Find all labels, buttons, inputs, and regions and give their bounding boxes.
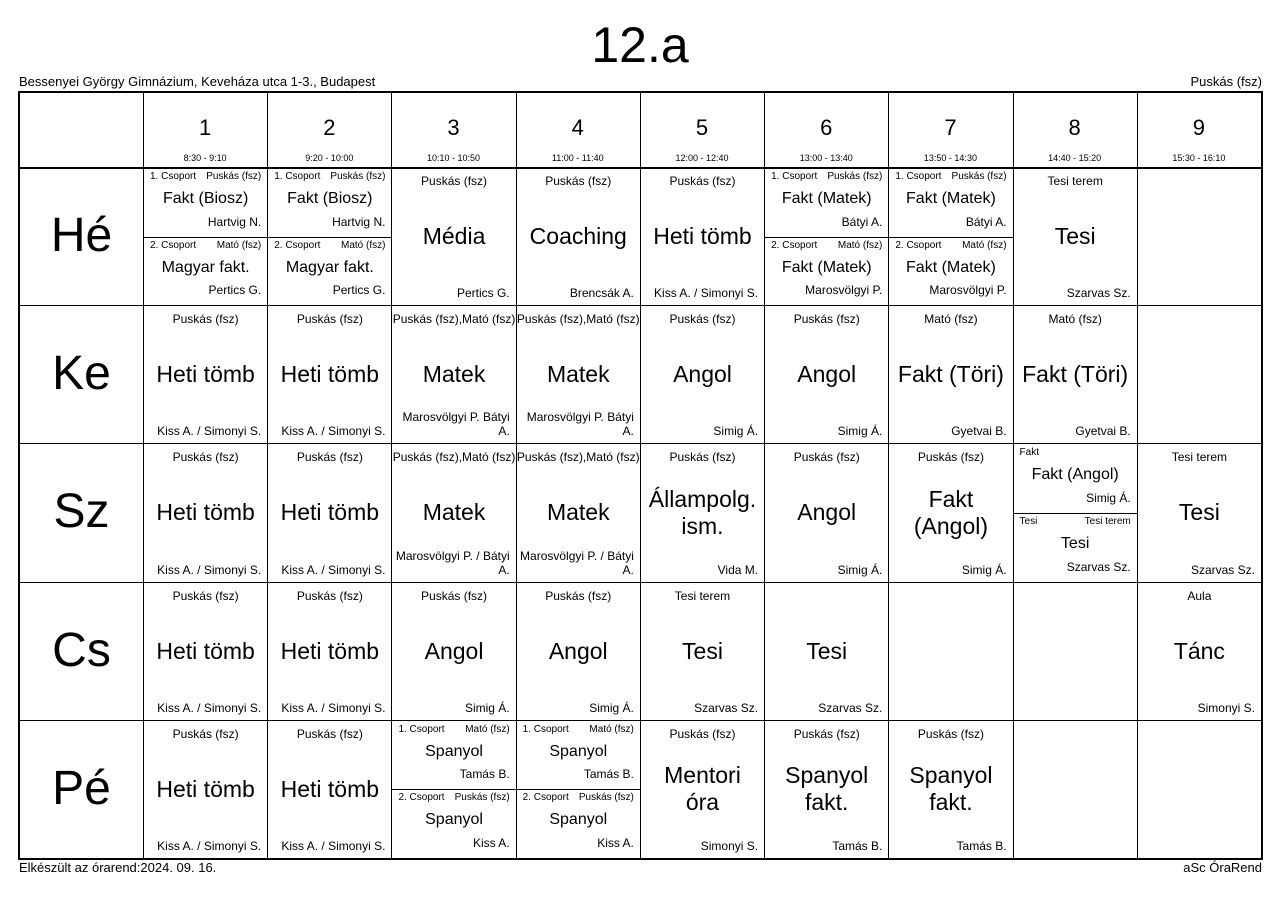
group-label: 2. Csoport xyxy=(895,239,942,251)
subject-label: Fakt (Matek) xyxy=(906,189,996,207)
lesson-cell[interactable] xyxy=(144,444,267,581)
lesson-cell[interactable] xyxy=(1138,583,1261,720)
lesson-cell[interactable] xyxy=(641,444,764,581)
timetable-grid xyxy=(18,91,1263,860)
room-label: Mató (fsz) xyxy=(216,239,262,251)
subject-label: Magyar fakt. xyxy=(161,258,250,276)
lesson-cell[interactable] xyxy=(1014,583,1137,720)
group-lesson[interactable] xyxy=(889,237,1012,306)
room-label: Aula xyxy=(1187,588,1212,603)
subject-label: Tesi xyxy=(1054,223,1096,250)
lesson-cell[interactable] xyxy=(144,168,267,305)
room-label: Tesi terem xyxy=(1047,174,1103,188)
room-label: Mató (fsz) xyxy=(962,239,1007,251)
subject-label: Mentori óra xyxy=(664,762,741,816)
period-time: 13:50 - 14:30 xyxy=(923,153,977,163)
lesson-cell[interactable] xyxy=(641,721,764,858)
lesson-cell[interactable] xyxy=(889,444,1012,581)
teacher-label: Marosvölgyi P. xyxy=(929,283,1007,298)
group-lesson[interactable] xyxy=(517,721,640,790)
lesson-cell[interactable] xyxy=(392,444,515,581)
subject-label: Angol xyxy=(548,637,608,664)
room-label: Puskás (fsz) xyxy=(669,174,736,188)
room-label: Mató (fsz) xyxy=(465,723,510,735)
group-label: 1. Csoport xyxy=(274,171,321,182)
group-label: 1. Csoport xyxy=(398,723,445,735)
room-label: Puskás (fsz) xyxy=(669,450,736,465)
teacher-label: Marosvölgyi P. / Bátyi A. xyxy=(395,548,510,577)
generated-date: Elkészült az órarend:2024. 09. 16. xyxy=(19,860,217,875)
subject-label: Fakt (Matek) xyxy=(781,258,872,276)
lesson-cell[interactable] xyxy=(517,721,640,858)
teacher-label: Kiss A. xyxy=(597,836,634,851)
lesson-cell[interactable] xyxy=(1014,721,1137,858)
room-label: Puskás (fsz),Mató (fsz) xyxy=(392,450,516,465)
lesson-cell[interactable] xyxy=(1138,306,1261,443)
teacher-label: Kiss A. / Simonyi S. xyxy=(281,424,386,439)
subject-label: Tesi xyxy=(1060,534,1090,552)
subject-label: Tesi xyxy=(806,637,848,664)
subject-label: Fakt (Töri) xyxy=(1022,361,1129,388)
teacher-label: Brencsák A. xyxy=(569,286,634,301)
lesson-cell[interactable] xyxy=(268,721,391,858)
day-label: Cs xyxy=(52,623,111,677)
subject-label: Fakt (Biosz) xyxy=(162,189,249,207)
period-time: 12:00 - 12:40 xyxy=(675,153,729,163)
subject-label: Spanyol xyxy=(425,811,483,829)
room-label: Puskás (fsz) xyxy=(172,312,239,327)
room-label: Puskás (fsz) xyxy=(296,726,363,741)
room-label: Puskás (fsz) xyxy=(793,312,860,327)
room-label: Puskás (fsz) xyxy=(669,312,736,327)
timetable-title: 12.a xyxy=(591,17,689,73)
group-label: 1. Csoport xyxy=(150,171,197,182)
subject-label: Heti tömb xyxy=(280,361,380,388)
room-label: Mató (fsz) xyxy=(1048,312,1102,327)
period-number: 1 xyxy=(198,115,212,140)
group-divider xyxy=(268,237,391,238)
group-divider xyxy=(1014,513,1137,514)
subject-label: Angol xyxy=(797,499,857,526)
subject-label: Spanyol xyxy=(549,742,608,760)
subject-label: Heti tömb xyxy=(280,775,380,802)
teacher-label: Simig Á. xyxy=(837,562,883,577)
room-label: Puskás (fsz) xyxy=(793,450,860,465)
lesson-cell[interactable] xyxy=(765,306,888,443)
subject-label: Tesi xyxy=(682,637,723,664)
period-time: 14:40 - 15:20 xyxy=(1048,153,1102,163)
group-lesson[interactable] xyxy=(1014,444,1137,513)
teacher-label: Szarvas Sz. xyxy=(818,700,883,715)
lesson-cell[interactable] xyxy=(765,583,888,720)
teacher-label: Hartvig N. xyxy=(207,214,262,229)
subject-label: Fakt (Matek) xyxy=(781,189,872,207)
teacher-label: Tamás B. xyxy=(832,838,883,853)
room-label: Puskás (fsz) xyxy=(421,588,488,603)
period-time: 15:30 - 16:10 xyxy=(1172,153,1226,163)
lesson-cell[interactable] xyxy=(1014,168,1137,305)
teacher-label: Marosvölgyi P. / Bátyi A. xyxy=(520,548,634,577)
period-number: 2 xyxy=(323,115,336,140)
teacher-label: Simig Á. xyxy=(464,700,510,715)
room-label: Mató (fsz) xyxy=(837,239,883,251)
room-label: Puskás (fsz) xyxy=(296,450,363,465)
lesson-cell[interactable] xyxy=(1014,306,1137,443)
room-label: Puskás (fsz) xyxy=(296,312,363,327)
subject-label: Coaching xyxy=(529,223,627,250)
subject-label: Fakt (Angol) xyxy=(1031,466,1119,484)
lesson-cell[interactable] xyxy=(517,444,640,581)
room-label: Puskás (fsz) xyxy=(206,171,262,182)
lesson-cell[interactable] xyxy=(144,583,267,720)
room-label: Puskás (fsz) xyxy=(172,450,239,465)
teacher-label: Kiss A. / Simonyi S. xyxy=(157,700,262,715)
group-lesson[interactable] xyxy=(392,789,515,858)
subject-label: Heti tömb xyxy=(280,637,380,664)
school-name: Bessenyei György Gimnázium, Keveháza utca 1-3., Budapest xyxy=(19,74,376,89)
subject-label: Fakt (Töri) xyxy=(897,361,1004,388)
teacher-label: Kiss A. / Simonyi S. xyxy=(654,286,759,301)
lesson-cell[interactable] xyxy=(765,721,888,858)
subject-label: Tesi xyxy=(1178,499,1220,526)
subject-label: Angol xyxy=(673,361,732,388)
teacher-label: Bátyi A. xyxy=(841,214,883,229)
day-label: Sz xyxy=(53,485,110,539)
group-label: 2. Csoport xyxy=(771,239,818,251)
lesson-cell[interactable] xyxy=(392,583,515,720)
teacher-label: Simig Á. xyxy=(713,424,759,439)
room-label: Puskás (fsz) xyxy=(421,174,488,188)
lesson-cell[interactable] xyxy=(144,721,267,858)
lesson-cell[interactable] xyxy=(268,168,391,305)
teacher-label: Gyetvai B. xyxy=(1075,424,1131,439)
teacher-label: Simonyi S. xyxy=(1197,700,1255,715)
teacher-label: Kiss A. / Simonyi S. xyxy=(281,700,386,715)
room-label: Puskás (fsz) xyxy=(296,588,363,603)
group-label: Tesi xyxy=(1019,515,1038,527)
room-label: Puskás (fsz) xyxy=(172,588,239,603)
lesson-cell[interactable] xyxy=(1138,168,1261,305)
lesson-cell[interactable] xyxy=(641,583,764,720)
room-label: Puskás (fsz) xyxy=(669,726,736,741)
lesson-cell[interactable] xyxy=(517,168,640,305)
room-label: Puskás (fsz) xyxy=(172,726,239,741)
lesson-cell[interactable] xyxy=(641,168,764,305)
group-lesson[interactable] xyxy=(268,168,391,237)
teacher-label: Szarvas Sz. xyxy=(1066,286,1131,301)
period-number: 8 xyxy=(1068,115,1081,140)
room-label: Puskás (fsz) xyxy=(793,726,860,741)
lesson-cell[interactable] xyxy=(889,583,1012,720)
period-time: 9:20 - 10:00 xyxy=(305,153,354,163)
day-label: Hé xyxy=(50,209,113,262)
teacher-label: Szarvas Sz. xyxy=(694,700,759,715)
subject-label: Spanyol xyxy=(425,742,483,760)
group-lesson[interactable] xyxy=(144,168,267,237)
teacher-label: Tamás B. xyxy=(583,767,634,782)
subject-label: Magyar fakt. xyxy=(285,258,374,276)
teacher-label: Kiss A. / Simonyi S. xyxy=(281,562,386,577)
room-label: Puskás (fsz) xyxy=(545,588,612,603)
group-lesson[interactable] xyxy=(765,168,888,237)
lesson-cell[interactable] xyxy=(889,721,1012,858)
group-lesson[interactable] xyxy=(392,721,515,790)
period-number: 4 xyxy=(571,115,584,140)
lesson-cell[interactable] xyxy=(765,444,888,581)
lesson-cell[interactable] xyxy=(392,168,515,305)
subject-label: Heti tömb xyxy=(653,223,752,250)
lesson-cell[interactable] xyxy=(1138,444,1261,581)
lesson-cell[interactable] xyxy=(268,444,391,581)
lesson-cell[interactable] xyxy=(765,168,888,305)
subject-label: Fakt (Biosz) xyxy=(287,189,373,207)
group-lesson[interactable] xyxy=(517,789,640,858)
period-time: 13:00 - 13:40 xyxy=(799,153,853,163)
teacher-label: Tamás B. xyxy=(956,838,1007,853)
period-number: 5 xyxy=(695,115,709,140)
teacher-label: Kiss A. / Simonyi S. xyxy=(281,838,386,853)
teacher-label: Kiss A. xyxy=(472,836,510,851)
teacher-label: Kiss A. / Simonyi S. xyxy=(157,424,262,439)
teacher-label: Marosvölgyi P. Bátyi A. xyxy=(526,410,634,439)
group-divider xyxy=(889,237,1012,238)
group-lesson[interactable] xyxy=(1014,513,1137,582)
room-label: Tesi terem xyxy=(1084,515,1131,527)
room-label: Mató (fsz) xyxy=(589,723,634,735)
room-label: Tesi terem xyxy=(1171,450,1228,465)
subject-label: Matek xyxy=(546,361,610,388)
lesson-cell[interactable] xyxy=(1138,721,1261,858)
period-time: 11:00 - 11:40 xyxy=(551,153,604,163)
teacher-label: Gyetvai B. xyxy=(951,424,1007,439)
subject-label: Angol xyxy=(424,637,484,664)
group-lesson[interactable] xyxy=(765,237,888,306)
group-divider xyxy=(517,789,640,790)
subject-label: Média xyxy=(422,223,486,250)
room-label: Puskás (fsz) xyxy=(578,792,634,804)
lesson-cell[interactable] xyxy=(268,306,391,443)
subject-label: Heti tömb xyxy=(156,361,255,388)
subject-label: Fakt (Matek) xyxy=(906,258,996,276)
room-label: Puskás (fsz) xyxy=(454,792,510,804)
subject-label: Heti tömb xyxy=(156,775,255,802)
teacher-label: Bátyi A. xyxy=(965,214,1007,229)
group-label: 1. Csoport xyxy=(522,723,569,735)
group-label: 1. Csoport xyxy=(771,171,818,182)
group-divider xyxy=(144,237,267,238)
room-label: Mató (fsz) xyxy=(340,239,386,251)
teacher-label: Simig Á. xyxy=(961,562,1007,577)
period-time: 10:10 - 10:50 xyxy=(427,153,481,163)
room-label: Puskás (fsz) xyxy=(330,171,386,182)
group-label: 2. Csoport xyxy=(398,792,445,804)
teacher-label: Pertics G. xyxy=(456,286,510,301)
teacher-label: Simig Á. xyxy=(1086,491,1131,506)
lesson-cell[interactable] xyxy=(268,583,391,720)
subject-label: Matek xyxy=(422,499,486,526)
lesson-cell[interactable] xyxy=(517,306,640,443)
group-lesson[interactable] xyxy=(268,237,391,306)
subject-label: Matek xyxy=(422,361,486,388)
software-credit: aSc ÓraRend xyxy=(1183,860,1262,875)
subject-label: Angol xyxy=(797,361,857,388)
teacher-label: Vida M. xyxy=(717,562,759,577)
lesson-cell[interactable] xyxy=(641,306,764,443)
teacher-label: Kiss A. / Simonyi S. xyxy=(157,838,262,853)
lesson-cell[interactable] xyxy=(517,583,640,720)
teacher-label: Szarvas Sz. xyxy=(1190,562,1255,577)
lesson-cell[interactable] xyxy=(889,168,1012,305)
teacher-label: Marosvölgyi P. Bátyi A. xyxy=(402,410,510,439)
lesson-cell[interactable] xyxy=(392,721,515,858)
lesson-cell[interactable] xyxy=(144,306,267,443)
period-number: 3 xyxy=(447,115,460,140)
room-label: Mató (fsz) xyxy=(924,312,978,327)
lesson-cell[interactable] xyxy=(889,306,1012,443)
lesson-cell[interactable] xyxy=(392,306,515,443)
room-label: Puskás (fsz) xyxy=(951,171,1007,182)
group-divider xyxy=(765,237,888,238)
subject-label: Heti tömb xyxy=(156,499,255,526)
group-label: 2. Csoport xyxy=(150,239,197,251)
subject-label: Fakt (Angol) xyxy=(913,485,989,539)
room-label: Puskás (fsz) xyxy=(917,726,984,741)
teacher-label: Simonyi S. xyxy=(700,838,759,853)
room-label: Tesi terem xyxy=(674,588,731,603)
homeroom-label: Puskás (fsz) xyxy=(1190,74,1262,89)
period-number: 6 xyxy=(820,115,833,140)
subject-label: Spanyol xyxy=(549,811,608,829)
subject-label: Tánc xyxy=(1173,637,1225,664)
subject-label: Spanyol fakt. xyxy=(785,762,869,816)
teacher-label: Pertics G. xyxy=(332,283,386,298)
group-label: Fakt xyxy=(1019,447,1039,459)
group-label: 2. Csoport xyxy=(274,239,321,251)
room-label: Puskás (fsz) xyxy=(917,450,984,465)
period-number: 7 xyxy=(944,115,957,140)
day-label: Ke xyxy=(52,347,111,401)
teacher-label: Szarvas Sz. xyxy=(1066,559,1131,574)
day-label: Pé xyxy=(52,761,111,815)
room-label: Puskás (fsz) xyxy=(545,174,612,188)
room-label: Puskás (fsz),Mató (fsz) xyxy=(516,450,640,465)
period-number: 9 xyxy=(1192,115,1205,140)
teacher-label: Hartvig N. xyxy=(332,214,386,229)
teacher-label: Marosvölgyi P. xyxy=(805,283,883,298)
group-divider xyxy=(392,789,515,790)
room-label: Puskás (fsz),Mató (fsz) xyxy=(516,312,640,327)
period-time: 8:30 - 9:10 xyxy=(183,153,227,163)
subject-label: Állampolg. ism. xyxy=(648,485,757,539)
group-label: 2. Csoport xyxy=(522,792,569,804)
subject-label: Matek xyxy=(546,499,610,526)
subject-label: Spanyol fakt. xyxy=(909,762,993,816)
group-lesson[interactable] xyxy=(889,168,1012,237)
teacher-label: Kiss A. / Simonyi S. xyxy=(157,562,262,577)
room-label: Puskás (fsz) xyxy=(827,171,883,182)
lesson-cell[interactable] xyxy=(1014,444,1137,581)
teacher-label: Simig Á. xyxy=(589,700,634,715)
teacher-label: Pertics G. xyxy=(208,283,262,298)
subject-label: Heti tömb xyxy=(280,499,380,526)
teacher-label: Simig Á. xyxy=(837,424,883,439)
room-label: Puskás (fsz),Mató (fsz) xyxy=(392,312,516,327)
subject-label: Heti tömb xyxy=(156,637,255,664)
group-label: 1. Csoport xyxy=(895,171,942,182)
teacher-label: Tamás B. xyxy=(459,767,510,782)
group-lesson[interactable] xyxy=(144,237,267,306)
